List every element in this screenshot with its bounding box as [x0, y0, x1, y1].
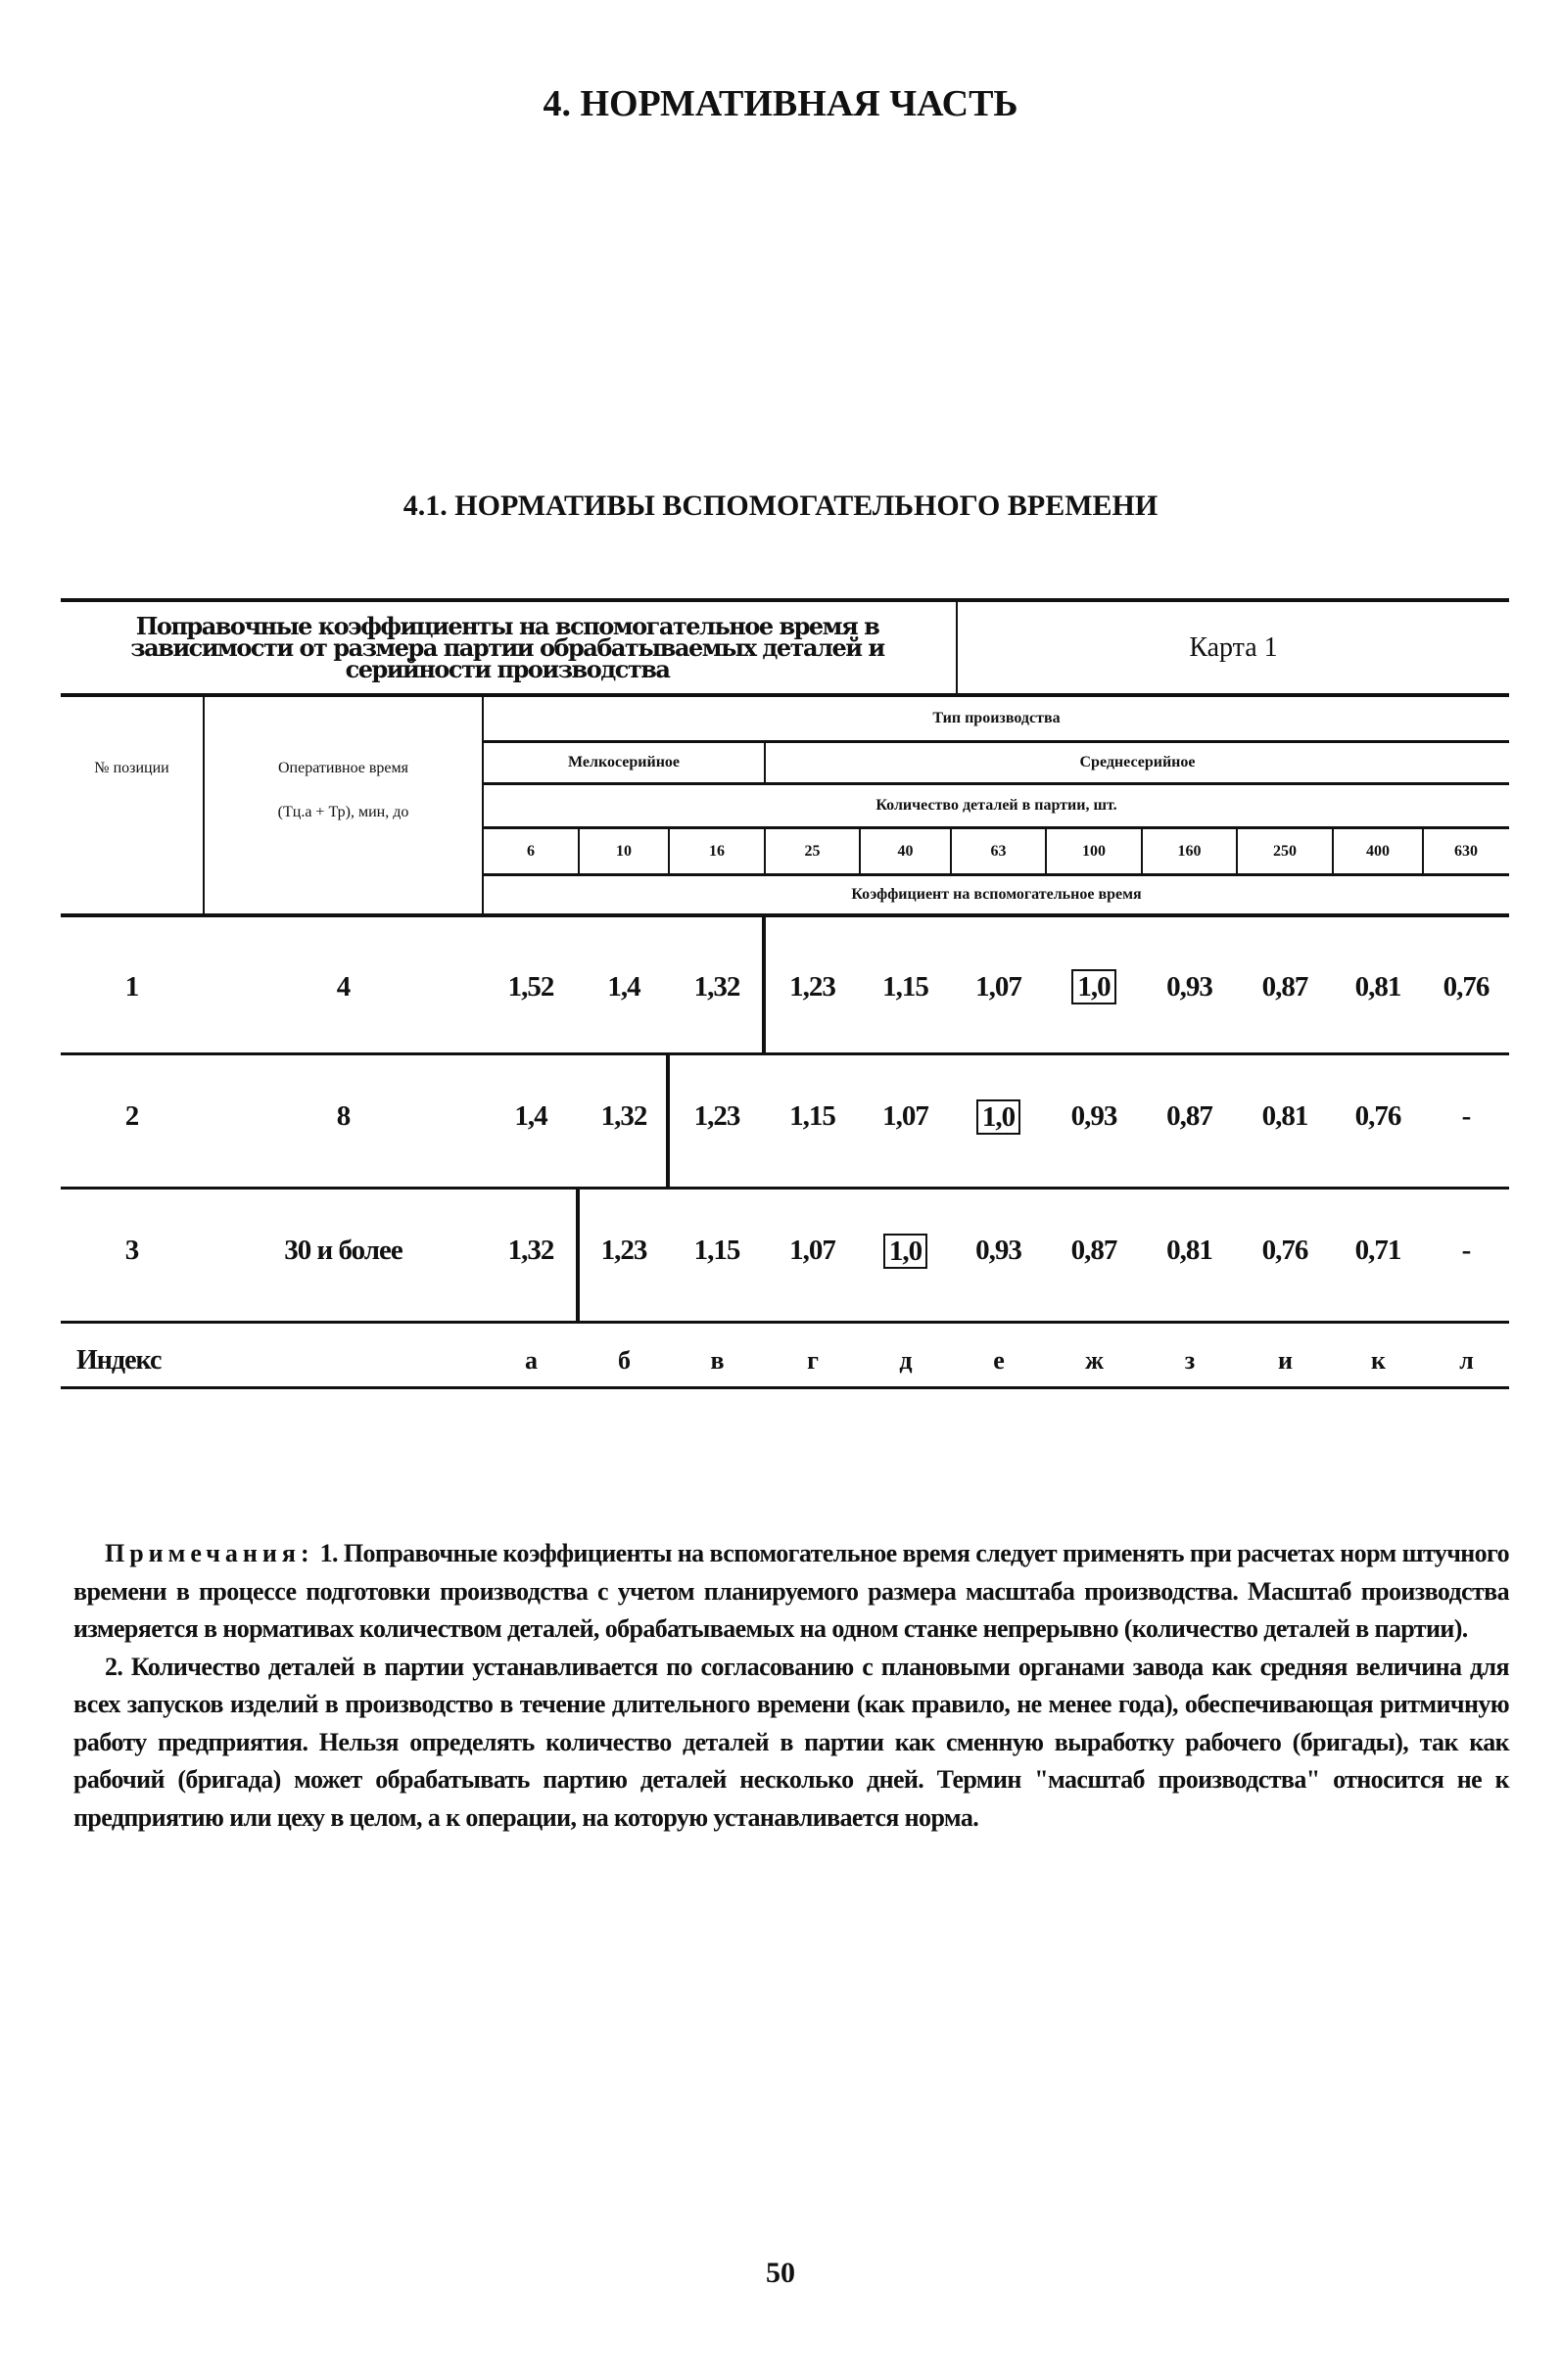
note-1: 1. Поправочные коэффициенты на вспомогательное время следует применять при расчетах норм штучного времени в процессе подготовки производства с учетом планируемого размера масштаба производства. Масштаб производства измеряется в нормативах количеством деталей, обрабатываемых на одном станке непрерывно (количество деталей в партии). — [73, 1539, 1509, 1643]
coefficient: 1,23 — [789, 970, 835, 1003]
coefficient: 0,71 — [1354, 1235, 1401, 1266]
coefficient: 0,87 — [1166, 1100, 1212, 1132]
index-letter: е — [993, 1346, 1004, 1375]
value-cell — [669, 1190, 765, 1312]
batch-size: 630 — [1454, 842, 1478, 860]
value-cell — [669, 930, 765, 1044]
coefficient: 1,32 — [600, 1100, 647, 1132]
notes-heading: Примечания: — [105, 1539, 314, 1567]
value-cell — [765, 930, 860, 1044]
table-caption: Поправочные коэффициенты на вспомогательное время в зависимости от размера партии обрабатываемых деталей и серийности производства — [130, 612, 884, 683]
batch-size: 160 — [1177, 842, 1202, 860]
value-cell — [1333, 1190, 1423, 1312]
coefficient: 0,93 — [1070, 1100, 1117, 1132]
coefficient: 1,4 — [607, 970, 640, 1003]
batch-size: 400 — [1366, 842, 1390, 860]
value-cell — [765, 1055, 860, 1178]
row-position: 2 — [124, 1100, 139, 1132]
index-letter: и — [1278, 1346, 1292, 1375]
index-label: Индекс — [76, 1345, 162, 1376]
value-cell — [579, 1055, 669, 1178]
coefficient: 1,4 — [514, 1100, 547, 1132]
batch-qty-header: Количество деталей в партии, шт. — [875, 797, 1117, 814]
row-rule — [61, 1321, 1509, 1324]
card-label: Карта 1 — [1189, 632, 1278, 663]
coefficient: 0,93 — [975, 1235, 1021, 1266]
col-optime-formula: (Тц.а + Тр), мин, до — [277, 804, 409, 820]
boxed-value-cell — [1046, 930, 1142, 1044]
index-letter: г — [807, 1346, 818, 1375]
col-optime-header: Оперативное время — [277, 760, 408, 776]
index-letter: к — [1371, 1346, 1385, 1375]
batch-size: 25 — [804, 842, 821, 860]
value-cell — [483, 930, 579, 1044]
section-title: 4.1. НОРМАТИВЫ ВСПОМОГАТЕЛЬНОГО ВРЕМЕНИ — [402, 490, 1159, 522]
value-cell — [1423, 930, 1509, 1044]
notes — [73, 1535, 1509, 1837]
value-cell — [1142, 1190, 1237, 1312]
index-letter: а — [525, 1346, 537, 1375]
coefficient: 1,32 — [507, 1235, 554, 1266]
coefficient: 1,07 — [882, 1100, 928, 1132]
coefficient: 0,81 — [1261, 1100, 1308, 1132]
production-type-header: Тип производства — [932, 710, 1061, 726]
value-cell — [1237, 1190, 1333, 1312]
coefficient: 1,32 — [693, 970, 740, 1003]
value-cell — [669, 1055, 765, 1178]
series-boundary-line — [762, 915, 766, 1053]
chapter-title: 4. НОРМАТИВНАЯ ЧАСТЬ — [543, 83, 1018, 124]
batch-size: 250 — [1273, 842, 1297, 860]
batch-size: 10 — [616, 842, 632, 860]
coefficient: 1,15 — [789, 1100, 835, 1132]
value-cell — [1333, 1055, 1423, 1178]
row-position: 3 — [124, 1235, 139, 1266]
index-letter: л — [1459, 1346, 1473, 1375]
coefficient: 1,15 — [693, 1235, 740, 1266]
note-2: 2. Количество деталей в партии устанавливается по согласованию с плановыми органами завода как средняя величина для всех запусков изделий в производство в течение длительного времени (как правило, не менее года), обеспечивающая ритмичную работу предприятия. Нельзя определять количество деталей в партии как сменную выработку рабочего (бригады), так как рабочий (бригада) может обрабатывать партию деталей несколько дней. Термин "масштаб производства" относится не к предприятию или цеху в целом, а к операции, на которую устанавливается норма. — [73, 1652, 1509, 1832]
row-position: 1 — [124, 970, 139, 1003]
coefficient: 0,76 — [1354, 1100, 1401, 1132]
row-optime: 4 — [336, 970, 351, 1003]
index-letter: ж — [1085, 1346, 1103, 1375]
coefficient: 1,07 — [975, 970, 1021, 1003]
index-letter: б — [618, 1346, 630, 1375]
value-cell — [579, 930, 669, 1044]
value-cell — [1142, 930, 1237, 1044]
series-boundary-line — [576, 1188, 580, 1322]
boxed-value-cell — [951, 1055, 1046, 1178]
value-cell — [1237, 930, 1333, 1044]
value-cell — [579, 1190, 669, 1312]
coefficient: 1,23 — [693, 1100, 740, 1132]
value-cell — [483, 1190, 579, 1312]
coefficient: 0,93 — [1166, 970, 1212, 1003]
value-cell — [1423, 1055, 1509, 1178]
row-optime: 8 — [336, 1100, 351, 1132]
value-cell — [860, 930, 951, 1044]
boxed-coefficient: 1,0 — [1071, 969, 1115, 1004]
coefficient: 0,87 — [1070, 1235, 1117, 1266]
value-cell — [1237, 1055, 1333, 1178]
value-cell — [1142, 1055, 1237, 1178]
table-top-rule — [61, 598, 1509, 602]
coefficient: 0,81 — [1166, 1235, 1212, 1266]
coefficient: 0,87 — [1261, 970, 1308, 1003]
coefficient: - — [1461, 1235, 1471, 1266]
value-cell — [1333, 930, 1423, 1044]
value-cell — [951, 930, 1046, 1044]
small-series-header: Мелкосерийное — [567, 754, 681, 770]
header-bottom-rule — [61, 913, 1509, 917]
value-cell — [1046, 1055, 1142, 1178]
row-optime: 30 и более — [284, 1235, 402, 1266]
medium-series-header: Среднесерийное — [1079, 754, 1196, 770]
index-letter: в — [710, 1346, 724, 1375]
coefficient: 1,15 — [882, 970, 928, 1003]
value-cell — [765, 1190, 860, 1312]
coefficient: 0,81 — [1354, 970, 1401, 1003]
coefficient: 1,23 — [600, 1235, 647, 1266]
batch-size: 63 — [990, 842, 1007, 860]
index-letter: з — [1184, 1346, 1195, 1375]
coefficient: 0,76 — [1443, 970, 1490, 1003]
coef-header: Коэффициент на вспомогательное время — [851, 886, 1142, 903]
boxed-value-cell — [860, 1190, 951, 1312]
series-boundary-line — [666, 1053, 670, 1188]
coefficient: 1,07 — [789, 1235, 835, 1266]
batch-size: 40 — [897, 842, 914, 860]
coefficient: - — [1461, 1100, 1471, 1132]
table-bottom-rule — [61, 1386, 1509, 1389]
batch-size: 6 — [527, 842, 535, 860]
index-letter: д — [899, 1346, 912, 1375]
value-cell — [860, 1055, 951, 1178]
coefficient: 0,76 — [1261, 1235, 1308, 1266]
col-position-header: № позиции — [94, 760, 169, 776]
boxed-coefficient: 1,0 — [883, 1234, 927, 1269]
value-cell — [951, 1190, 1046, 1312]
page-number: 50 — [766, 2257, 795, 2289]
batch-size: 16 — [709, 842, 725, 860]
boxed-coefficient: 1,0 — [976, 1099, 1020, 1135]
value-cell — [483, 1055, 579, 1178]
coefficient: 1,52 — [507, 970, 554, 1003]
value-cell — [1423, 1190, 1509, 1312]
value-cell — [1046, 1190, 1142, 1312]
batch-size: 100 — [1082, 842, 1106, 860]
